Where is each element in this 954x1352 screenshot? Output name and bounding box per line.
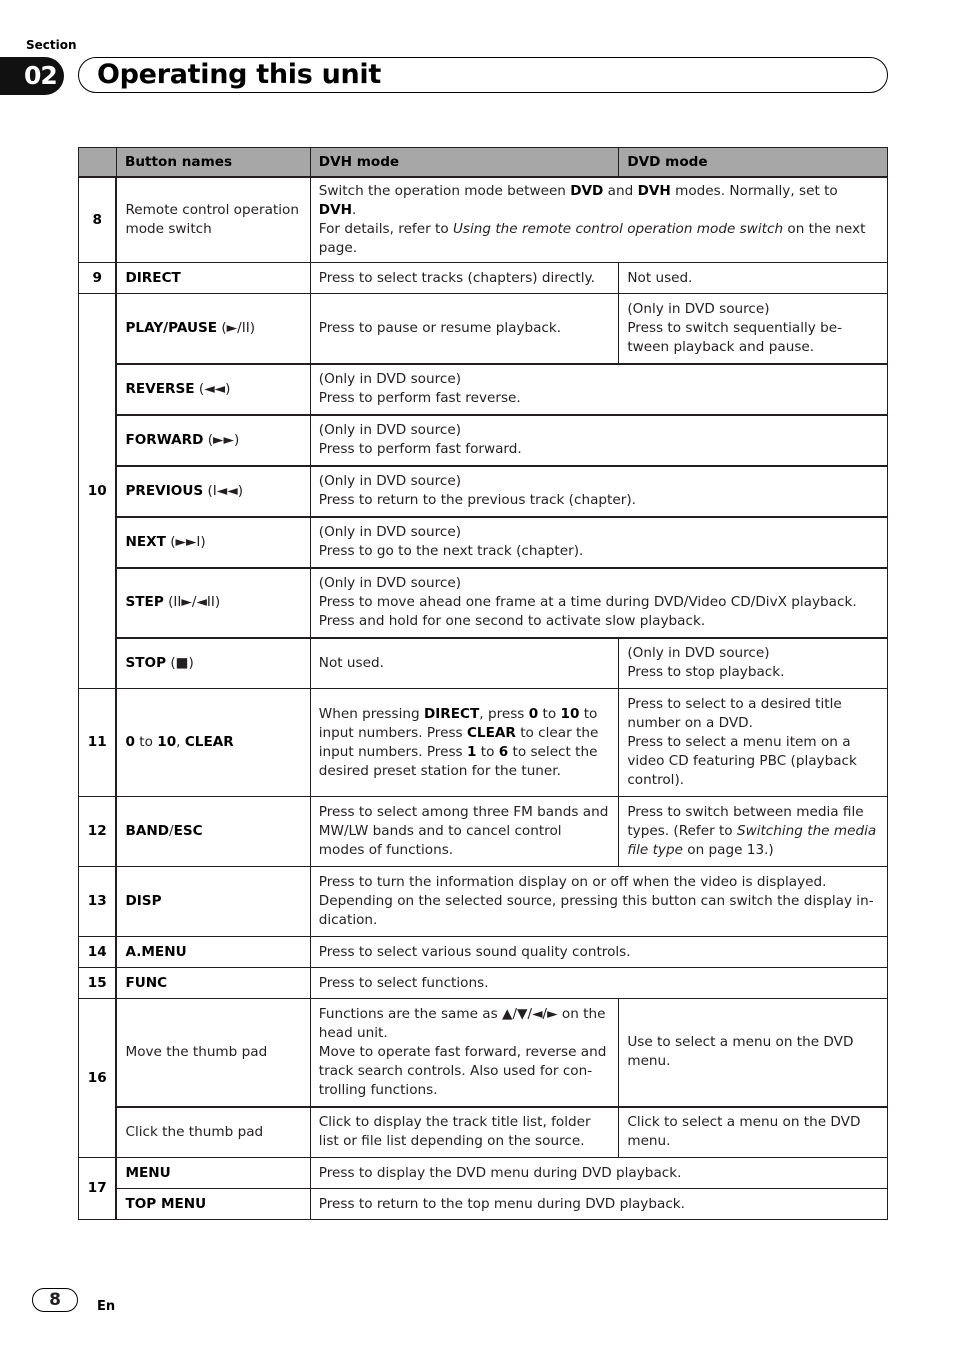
header-number [79, 148, 117, 178]
button-name: FORWARD (►►) [116, 415, 310, 466]
table-row [79, 415, 888, 466]
button-name: Move the thumb pad [116, 999, 310, 1107]
description: (Only in DVD source) Press to perform fast reverse. [310, 364, 887, 415]
button-name: REVERSE (◄◄) [116, 364, 310, 415]
button-name: STOP (■) [116, 638, 310, 689]
header-dvh-mode: DVH mode [310, 148, 619, 178]
button-function-table [78, 147, 888, 1220]
button-name: STEP (II►/◄II) [116, 568, 310, 638]
table-row [79, 867, 888, 937]
button-name: PREVIOUS (I◄◄) [116, 466, 310, 517]
table-row [79, 517, 888, 568]
description: (Only in DVD source) Press to return to the previous track (chapter). [310, 466, 887, 517]
row-number: 10 [79, 294, 117, 689]
description: Press to select functions. [310, 968, 887, 999]
description: Switch the operation mode between DVD and DVH modes. Normally, set to DVH. For details, refer to Using the remote control operation mode switch on the next page. [310, 177, 887, 263]
dvh-description: Not used. [310, 638, 619, 689]
dvh-description: Press to select tracks (chapters) directly. [310, 263, 619, 294]
table-row [79, 1189, 888, 1220]
button-name: DISP [116, 867, 310, 937]
dvh-description: Click to display the track title list, folder list or file list depending on the source. [310, 1107, 619, 1158]
button-name: TOP MENU [116, 1189, 310, 1220]
table-row [79, 999, 888, 1107]
table-header-row [79, 148, 888, 178]
row-number: 12 [79, 797, 117, 867]
section-number-badge: 02 [0, 57, 64, 95]
button-name: A.MENU [116, 937, 310, 968]
button-name: FUNC [116, 968, 310, 999]
header-dvd-mode: DVD mode [619, 148, 888, 178]
table-row [79, 364, 888, 415]
table-row [79, 1107, 888, 1158]
dvh-description: When pressing DIRECT, press 0 to 10 to input numbers. Press CLEAR to clear the input numbers. Press 1 to 6 to select the desired preset station for the tuner. [310, 689, 619, 797]
table-row [79, 263, 888, 294]
row-number: 15 [79, 968, 117, 999]
table-row [79, 638, 888, 689]
description: Press to turn the information display on or off when the video is displayed. Depending on the selected source, pressing this button can switch the display in- dication. [310, 867, 887, 937]
description: Press to display the DVD menu during DVD playback. [310, 1158, 887, 1189]
table-row [79, 568, 888, 638]
dvd-description: Press to select to a desired title number on a DVD. Press to select a menu item on a video CD featuring PBC (playback control). [619, 689, 888, 797]
description: Press to select various sound quality controls. [310, 937, 887, 968]
row-number: 8 [79, 177, 117, 263]
button-name: 0 to 10, CLEAR [116, 689, 310, 797]
header-button-names: Button names [116, 148, 310, 178]
row-number: 16 [79, 999, 117, 1158]
table-row [79, 689, 888, 797]
description: (Only in DVD source) Press to move ahead one frame at a time during DVD/Video CD/DivX playback. Press and hold for one second to activate slow playback. [310, 568, 887, 638]
dvh-description: Press to select among three FM bands and MW/LW bands and to cancel control modes of functions. [310, 797, 619, 867]
language-label: En [97, 1299, 116, 1314]
dvd-description: Not used. [619, 263, 888, 294]
row-number: 14 [79, 937, 117, 968]
description: Press to return to the top menu during DVD playback. [310, 1189, 887, 1220]
row-number: 9 [79, 263, 117, 294]
dvd-description: (Only in DVD source) Press to stop playback. [619, 638, 888, 689]
dvh-description: Functions are the same as ▲/▼/◄/► on the head unit. Move to operate fast forward, reverse and track search controls. Also used for con-trolling functions. [310, 999, 619, 1107]
dvd-description: (Only in DVD source) Press to switch sequentially be- tween playback and pause. [619, 294, 888, 364]
button-name: PLAY/PAUSE (►/II) [116, 294, 310, 364]
section-label: Section [26, 38, 77, 52]
title-bar [78, 57, 888, 93]
table-row [79, 177, 888, 263]
table-row [79, 797, 888, 867]
description: (Only in DVD source) Press to perform fast forward. [310, 415, 887, 466]
table-row [79, 937, 888, 968]
dvd-description: Use to select a menu on the DVD menu. [619, 999, 888, 1107]
table-row [79, 466, 888, 517]
table-row [79, 294, 888, 364]
button-name: Click the thumb pad [116, 1107, 310, 1158]
button-name: MENU [116, 1158, 310, 1189]
row-number: 17 [79, 1158, 117, 1220]
page-number: 8 [32, 1288, 78, 1312]
page-title: Operating this unit [97, 59, 381, 90]
description: (Only in DVD source) Press to go to the next track (chapter). [310, 517, 887, 568]
table-row [79, 1158, 888, 1189]
row-number: 13 [79, 867, 117, 937]
dvh-description: Press to pause or resume playback. [310, 294, 619, 364]
button-name: BAND/ESC [116, 797, 310, 867]
dvd-description: Click to select a menu on the DVD menu. [619, 1107, 888, 1158]
table-row [79, 968, 888, 999]
row-number: 11 [79, 689, 117, 797]
dvd-description: Press to switch between media file types. (Refer to Switching the media file type on page 13.) [619, 797, 888, 867]
button-name: DIRECT [116, 263, 310, 294]
button-name: NEXT (►►I) [116, 517, 310, 568]
button-name: Remote control operation mode switch [116, 177, 310, 263]
